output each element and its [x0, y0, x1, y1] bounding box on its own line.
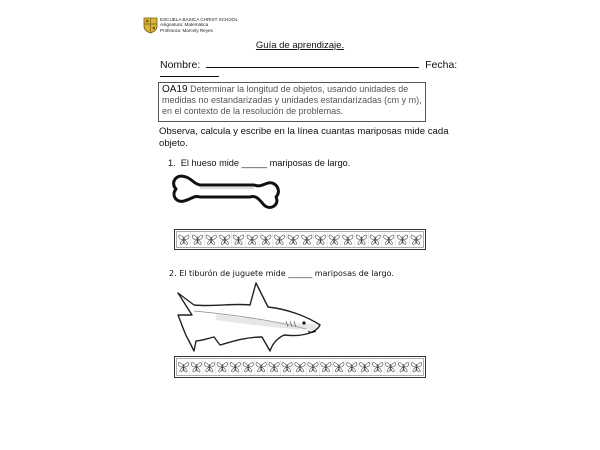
- objective-text: Determinar la longitud de objetos, usando unidades de medidas no estandarizadas y unidades estandarizadas (cm y m), en el contexto de la resolución de problemas.: [162, 84, 422, 117]
- name-date-row: [160, 58, 457, 71]
- page-title: Guía de aprendizaje.: [255, 40, 345, 51]
- objective-code: OA19: [162, 84, 188, 95]
- butterfly-ruler-1: [174, 229, 426, 250]
- question-1: [168, 158, 350, 168]
- butterfly-ruler-2: [174, 356, 426, 378]
- school-crest-icon: [143, 17, 158, 34]
- date-field[interactable]: [160, 76, 219, 77]
- question-2-number: 2.: [169, 269, 177, 278]
- question-1-number: 1.: [168, 158, 176, 168]
- question-1-text: El hueso mide _____ mariposas de largo.: [180, 158, 351, 168]
- teacher-line: Profesora: Marcely Reyes: [160, 27, 213, 33]
- date-label: Fecha:: [425, 59, 458, 71]
- school-header: [143, 17, 238, 34]
- objective-box: [158, 82, 426, 122]
- name-label: Nombre:: [160, 59, 201, 71]
- subject-line: Asignatura: Matemática: [160, 22, 209, 28]
- name-field[interactable]: [206, 58, 419, 68]
- question-2: [169, 269, 394, 278]
- bone-illustration: [170, 171, 280, 223]
- question-2-text: El tiburón de juguete mide ______ mariposas de largo.: [179, 269, 394, 278]
- shark-illustration: [176, 281, 324, 355]
- school-name: ESCUELA BASICA CHRIST SCHOOL: [160, 17, 239, 22]
- instructions: Observa, calcula y escribe en la línea cuantas mariposas mide cada objeto.: [159, 126, 449, 149]
